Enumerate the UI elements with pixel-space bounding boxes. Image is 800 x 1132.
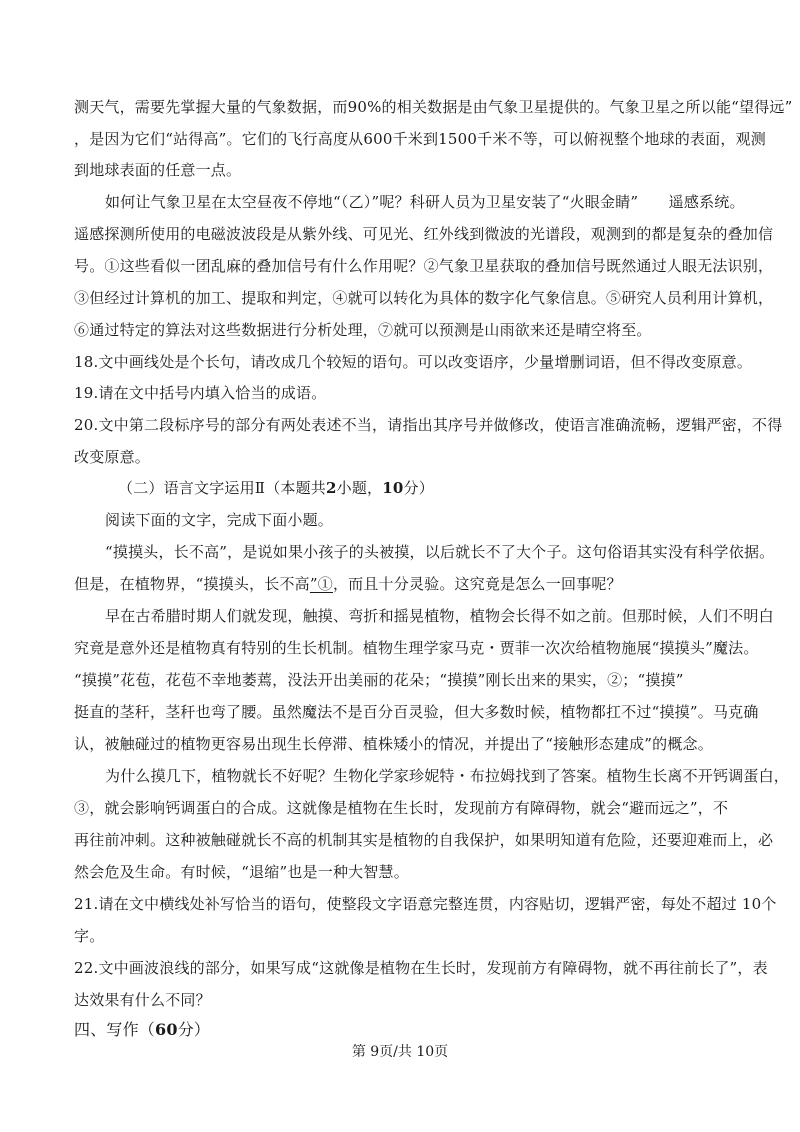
question-22: 22.文中画波浪线的部分，如果写成“这就像是植物在生长时，发现前方有障碍物，就不再往前长了”，表 xyxy=(74,959,768,977)
question-20: 20.文中第二段标序号的部分有两处表述不当，请指出其序号并做修改，使语言准确流畅，逻辑严密，不得 xyxy=(74,416,783,434)
text-line: 为什么摸几下，植物就长不好呢？生物化学家珍妮特・布拉姆找到了答案。植物生长离不开钙调蛋白， xyxy=(105,767,790,785)
question-20-cont: 改变原意。 xyxy=(74,448,151,466)
text-line: ⑥通过特定的算法对这些数据进行分析处理，⑦就可以预测是山雨欲来还是晴空将至。 xyxy=(74,321,652,339)
text-line: 认，被触碰过的植物更容易出现生长停滞、植株矮小的情况，并提出了“接触形态建成”的概念。 xyxy=(74,735,713,753)
text-line: 早在古希腊时期人们就发现，触摸、弯折和摇晃植物，植物会长得不如之前。但那时候，人们不明白 xyxy=(105,607,774,625)
question-22-cont: 达效果有什么不同？ xyxy=(74,991,211,1009)
text-line: 究竟是意外还是植物真有特别的生长机制。植物生理学家马克・贾菲一次次给植物施展“摸摸头”魔法。 xyxy=(74,639,759,657)
question-21-cont: 字。 xyxy=(74,927,105,945)
text-line: 挺直的茎秆，茎秆也弯了腰。虽然魔法不是百分百灵验，但大多数时候，植物都扛不过“摸摸”。马克确 xyxy=(74,703,759,721)
text-line: 然会危及生命。有时候，“退缩”也是一种大智慧。 xyxy=(74,863,409,881)
section-heading-4: 四、写作（60分） xyxy=(74,1020,211,1039)
text-line: “摸摸”花苞，花苞不幸地萎蔫，没法开出美丽的花朵；“摸摸”刚长出来的果实，②；“摸摸” xyxy=(74,671,684,689)
text-line: ③，就会影响钙调蛋白的合成。这就像是植物在生长时，发现前方有障碍物，就会“避而远之”，不 xyxy=(74,799,729,817)
text-line: ，是因为它们“站得高”。它们的飞行高度从600千米到1500千米不等，可以俯视整个地球的表面，观测 xyxy=(74,130,766,148)
instruction: 阅读下面的文字，完成下面小题。 xyxy=(105,511,334,529)
text-line: 再往前冲刺。这种被触碰就长不高的机制其实是植物的自我保护，如果明知道有危险，还要迎难而上，必 xyxy=(74,831,774,849)
text-line: “摸摸头，长不高”，是说如果小孩子的头被摸，以后就长不了大个子。这句俗语其实没有科学依据。 xyxy=(105,543,775,561)
text-line: 但是，在植物界，“摸摸头，长不高”①，而且十分灵验。这究竟是怎么一回事呢？ xyxy=(74,575,622,593)
page-footer: 第 9页/共 10页 xyxy=(351,1044,449,1060)
section-heading-2: （二）语言文字运用Ⅱ（本题共2小题，10分） xyxy=(118,479,434,497)
text-line: 到地球表面的任意一点。 xyxy=(74,161,242,179)
answer-blank-1: ”① xyxy=(309,575,333,593)
text-line: 如何让气象卫星在太空昼夜不停地“（乙）”呢？科研人员为卫星安装了“火眼金睛” 遥感系统。 xyxy=(105,193,745,211)
text-line: 遥感探测所使用的电磁波波段是从紫外线、可见光、红外线到微波的光谱段，观测到的都是复杂的叠加信 xyxy=(74,225,774,243)
text-line: 号。①这些看似一团乱麻的叠加信号有什么作用呢？②气象卫星获取的叠加信号既然通过人眼无法识别， xyxy=(74,257,774,275)
text-line: ③但经过计算机的加工、提取和判定，④就可以转化为具体的数字化气象信息。⑤研究人员利用计算机， xyxy=(74,289,774,307)
text-line: 测天气，需要先掌握大量的气象数据，而90%的相关数据是由气象卫星提供的。气象卫星之所以能“望得远” xyxy=(74,98,793,116)
question-18: 18.文中画线处是个长句，请改成几个较短的语句。可以改变语序，少量增删词语，但不得改变原意。 xyxy=(74,353,753,371)
question-19: 19.请在文中括号内填入恰当的成语。 xyxy=(74,384,327,402)
question-21: 21.请在文中横线处补写恰当的语句，使整段文字语意完整连贯，内容贴切，逻辑严密，每处不超过 10个 xyxy=(74,895,777,913)
